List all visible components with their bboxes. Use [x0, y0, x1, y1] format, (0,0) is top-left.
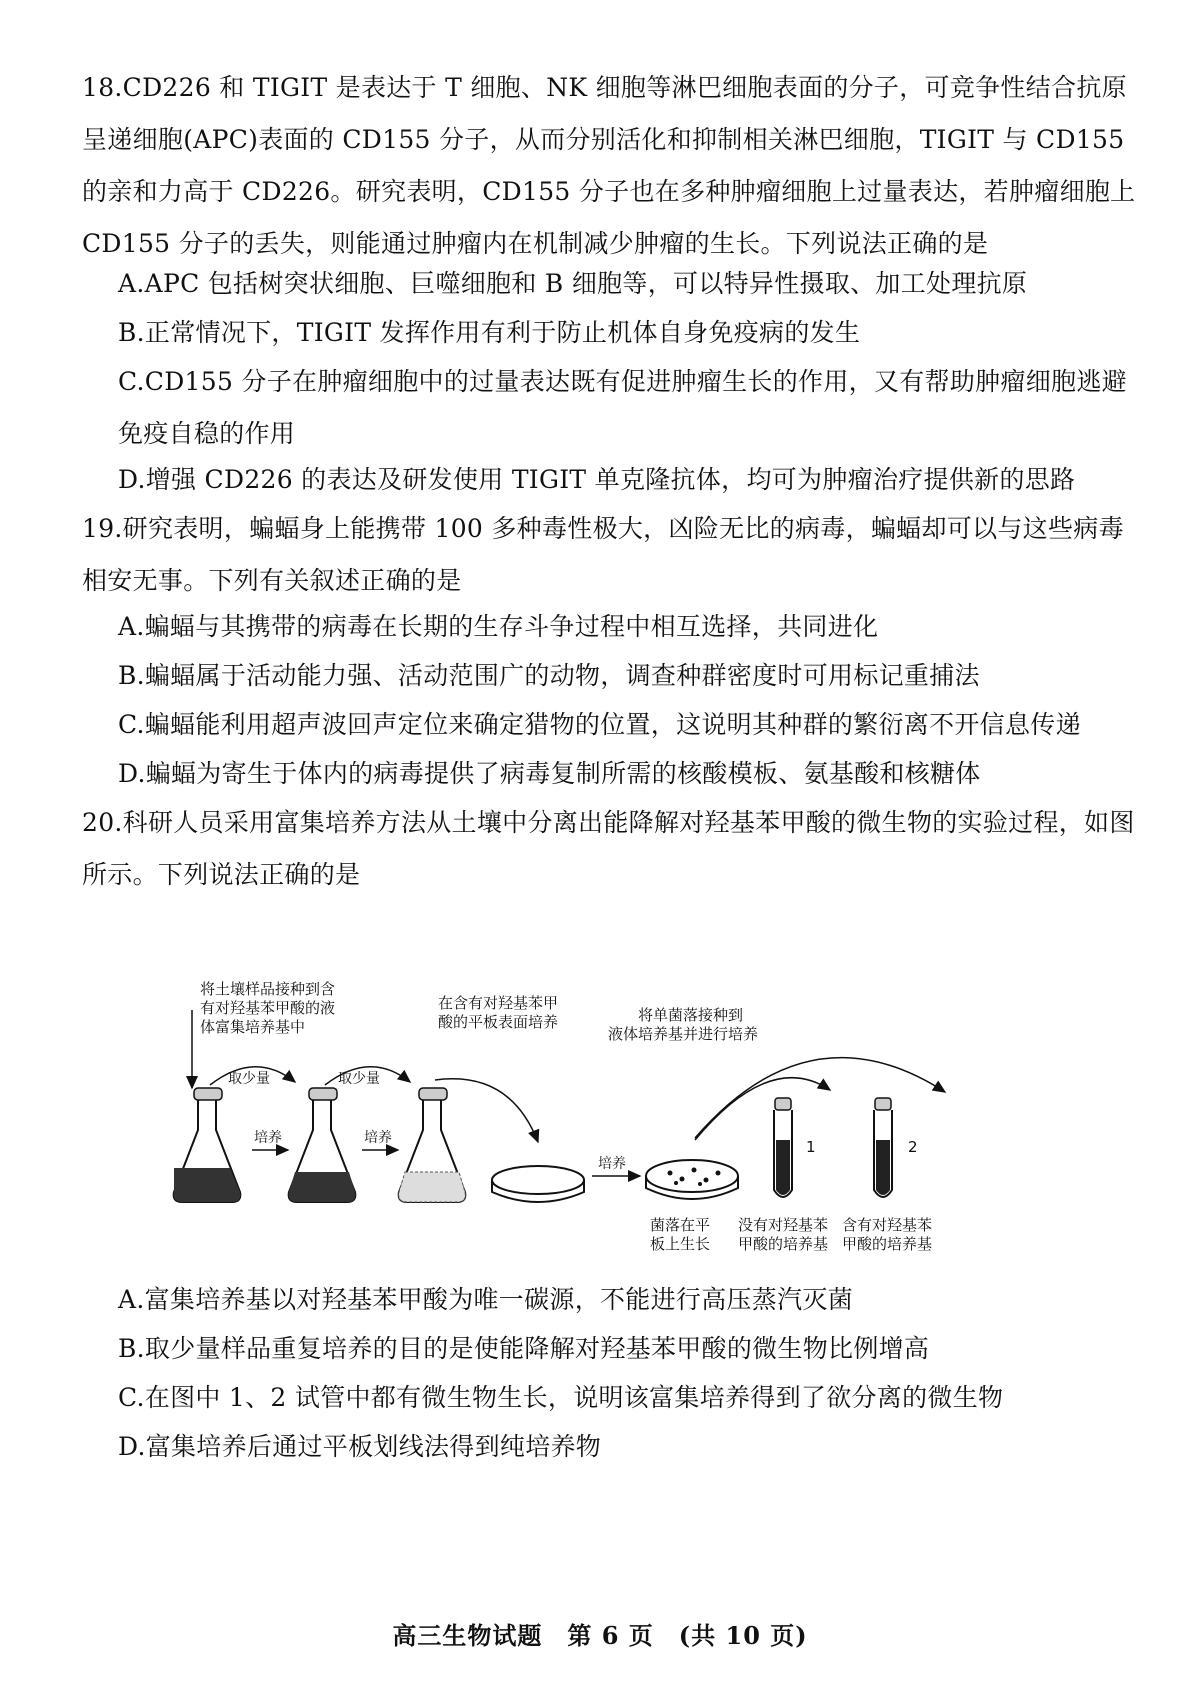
question-18-option-c: C.CD155 分子在肿瘤细胞中的过量表达既有促进肿瘤生长的作用，又有帮助肿瘤细胞逃避免疫自稳的作用 [118, 367, 1127, 448]
question-18-option-d: D.增强 CD226 的表达及研发使用 TIGIT 单克隆抗体，均可为肿瘤治疗提供新的思路 [118, 465, 1076, 494]
inoculate-label-line1: 将土壤样品接种到含 [200, 980, 336, 998]
inoculate-label-line3: 体富集培养基中 [200, 1018, 306, 1036]
plate-arrow [435, 1079, 538, 1142]
flask-3 [399, 1088, 466, 1202]
culture-label-1: 培养 [254, 1130, 282, 1146]
colony-petri-dish [646, 1160, 738, 1199]
question-19-stem: 19.研究表明，蝙蝠身上能携带 100 多种毒性极大，凶险无比的病毒，蝙蝠却可以与这些病毒相安无事。下列有关叙述正确的是 [82, 514, 1124, 595]
to-tube2-arrow [695, 1058, 945, 1138]
tube-2-label-line2: 甲酸的培养基 [842, 1235, 933, 1253]
culture-label-3: 培养 [598, 1156, 626, 1172]
test-tube-1 [774, 1098, 792, 1197]
question-20-option-c: C.在图中 1、2 试管中都有微生物生长，说明该富集培养得到了欲分离的微生物 [118, 1383, 1004, 1412]
question-20-option-a: A.富集培养基以对羟基苯甲酸为唯一碳源，不能进行高压蒸汽灭菌 [118, 1285, 854, 1314]
question-18-stem: 18.CD226 和 TIGIT 是表达于 T 细胞、NK 细胞等淋巴细胞表面的分子，可竞争性结合抗原呈递细胞(APC)表面的 CD155 分子，从而分别活化和抑制相关淋巴细胞，TIGIT 与 CD155 的亲和力高于 CD226。研究表明，CD155 分子也在多种肿瘤细胞上过量表达，若肿瘤细胞上 CD155 分子的丢失，则能通过肿瘤内在机制减少肿瘤的生长。下列说法正确的是 [82, 73, 1136, 258]
flask-2 [289, 1088, 356, 1202]
take-sample-label-2: 取少量 [338, 1071, 380, 1087]
single-colony-label-line1: 将单菌落接种到 [638, 1006, 744, 1024]
tube-2-label-line1: 含有对羟基苯 [842, 1216, 933, 1234]
colony-label-line2: 板上生长 [650, 1235, 711, 1253]
question-19-option-c: C.蝙蝠能利用超声波回声定位来确定猎物的位置，这说明其种群的繁衍离不开信息传递 [118, 710, 1081, 739]
question-19-option-b: B.蝙蝠属于活动能力强、活动范围广的动物，调查种群密度时可用标记重捕法 [118, 661, 980, 690]
tube-1-label-line1: 没有对羟基苯 [738, 1216, 829, 1234]
tube-2-number: 2 [908, 1138, 918, 1156]
tube-1-number: 1 [806, 1138, 816, 1156]
single-colony-label-line2: 液体培养基并进行培养 [608, 1025, 759, 1043]
plate-label-line2: 酸的平板表面培养 [438, 1013, 559, 1031]
question-19-option-a: A.蝙蝠与其携带的病毒在长期的生存斗争过程中相互选择，共同进化 [118, 612, 879, 641]
culture-label-2: 培养 [364, 1130, 392, 1146]
tube-1-label-line2: 甲酸的培养基 [738, 1235, 829, 1253]
page-footer: 高三生物试题 第 6 页 (共 10 页) [392, 1621, 808, 1650]
inoculate-label-line2: 有对羟基苯甲酸的液 [200, 999, 336, 1017]
question-20-option-b: B.取少量样品重复培养的目的是使能降解对羟基苯甲酸的微生物比例增高 [118, 1334, 930, 1363]
take-sample-label-1: 取少量 [228, 1071, 270, 1087]
enrichment-culture-figure [170, 980, 1070, 1255]
test-tube-2 [874, 1098, 892, 1197]
question-19-option-d: D.蝙蝠为寄生于体内的病毒提供了病毒复制所需的核酸模板、氨基酸和核糖体 [118, 759, 981, 788]
question-18-option-a: A.APC 包括树突状细胞、巨噬细胞和 B 细胞等，可以特异性摄取、加工处理抗原 [118, 269, 1028, 298]
flask-1 [174, 1088, 241, 1202]
to-tube1-arrow [695, 1078, 830, 1140]
plate-label-line1: 在含有对羟基苯甲 [438, 994, 559, 1012]
colony-label-line1: 菌落在平 [650, 1216, 711, 1234]
question-20-option-d: D.富集培养后通过平板划线法得到纯培养物 [118, 1432, 602, 1461]
empty-petri-dish [492, 1166, 584, 1202]
question-20-stem: 20.科研人员采用富集培养方法从土壤中分离出能降解对羟基苯甲酸的微生物的实验过程，如图所示。下列说法正确的是 [82, 808, 1135, 889]
question-18-option-b: B.正常情况下，TIGIT 发挥作用有利于防止机体自身免疫病的发生 [118, 318, 861, 347]
